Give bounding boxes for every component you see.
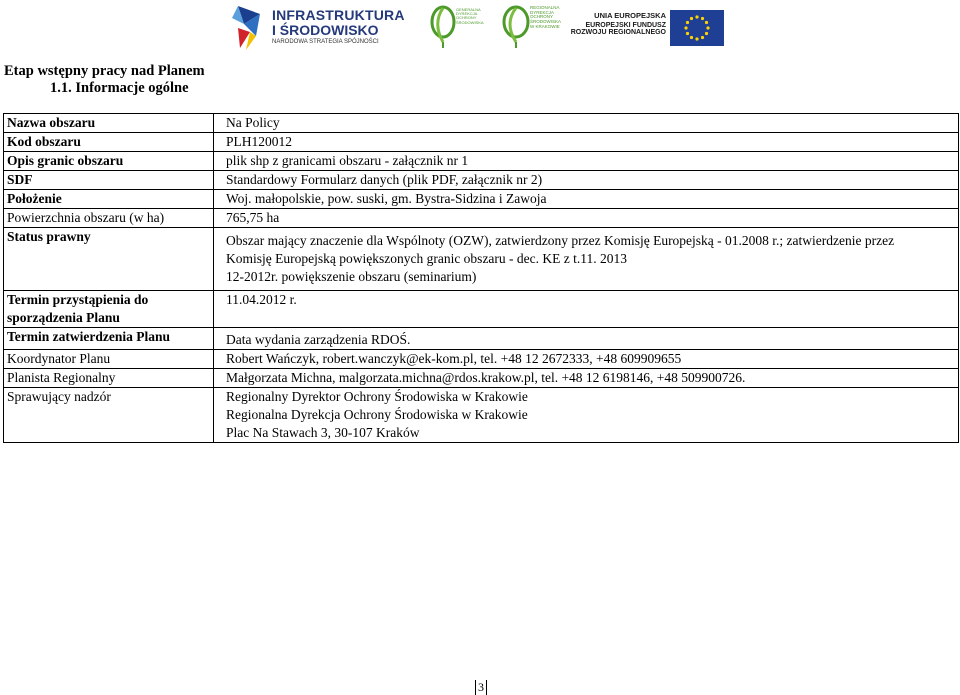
row-key-koordynator: Koordynator Planu [4,350,214,369]
row-value-kod: PLH120012 [214,133,959,152]
page-number: 3 [475,680,487,695]
eu-line3: ROZWOJU REGIONALNEGO [570,29,666,37]
table-row [4,328,959,350]
row-value-planista: Małgorzata Michna, malgorzata.michna@rdos.krakow.pl, tel. +48 12 6198146, +48 509900726. [214,369,959,388]
row-value-termin-przystapienia: 11.04.2012 r. [214,291,959,328]
row-value-nadzor [214,388,959,443]
row-key-planista: Planista Regionalny [4,369,214,388]
infrastruktura-line2: I ŚRODOWISKO [272,21,379,38]
status-line1: Obszar mający znaczenie dla Wspólnoty (OZW), zatwierdzony przez Komisję Europejską - 01.2008 r.; zatwierdzenie przez [226,233,895,248]
row-value-nazwa: Na Policy [214,114,959,133]
rdos-text: REGIONALNA DYREKCJA OCHRONY ŚRODOWISKA W KRAKOWIE [530,5,561,29]
nadzor-line1: Regionalny Dyrektor Ochrony Środowiska w Krakowie [226,389,528,404]
table-row [4,350,959,369]
table-row [4,133,959,152]
gdos-text: GENERALNA DYREKCJA OCHRONY ŚRODOWISKA [456,7,484,25]
row-key-powierzchnia: Powierzchnia obszaru (w ha) [4,209,214,228]
table-row [4,190,959,209]
eu-logo [570,8,730,48]
row-value-koordynator: Robert Wańczyk, robert.wanczyk@ek-kom.pl, tel. +48 12 2672333, +48 609909655 [214,350,959,369]
infrastruktura-line3: NARODOWA STRATEGIA SPÓJNOŚCI [272,39,379,46]
table-row [4,291,959,328]
table-row [4,209,959,228]
general-info-table [3,113,959,443]
row-key-nazwa: Nazwa obszaru [4,114,214,133]
row-key-termin-zatwierdzenia: Termin zatwierdzenia Planu [4,328,214,350]
nadzor-line3: Plac Na Stawach 3, 30-107 Kraków [226,425,420,440]
row-value-termin-zatwierdzenia: Data wydania zarządzenia RDOŚ. [214,328,959,350]
row-value-status [214,228,959,291]
status-line3: 12-2012r. powiększenie obszaru (seminarium) [226,269,477,284]
logo-banner [230,0,730,56]
table-row [4,228,959,291]
row-key-status: Status prawny [4,228,214,291]
eu-flag-icon [670,10,724,46]
row-value-opis: plik shp z granicami obszaru - załącznik nr 1 [214,152,959,171]
leaf-emblem-icon [502,4,530,48]
gdos-logo [430,4,490,54]
leaf-emblem-icon [430,4,456,48]
row-key-sdf: SDF [4,171,214,190]
row-value-polozenie: Woj. małopolskie, pow. suski, gm. Bystra-Sidzina i Zawoja [214,190,959,209]
status-line2: Komisję Europejską powiększonych granic obszaru - dec. KE z t.11. 2013 [226,251,628,266]
nadzor-line2: Regionalna Dyrekcja Ochrony Środowiska w Krakowie [226,407,528,422]
row-key-opis: Opis granic obszaru [4,152,214,171]
heading-line1: Etap wstępny pracy nad Planem [4,63,205,79]
row-key-polozenie: Położenie [4,190,214,209]
infrastruktura-logo [230,2,405,54]
termin-przystapienia-line2: sporządzenia Planu [7,310,120,325]
termin-przystapienia-line1: Termin przystąpienia do [7,292,149,307]
row-value-powierzchnia: 765,75 ha [214,209,959,228]
row-value-sdf: Standardowy Formularz danych (plik PDF, załącznik nr 2) [214,171,959,190]
row-key-kod: Kod obszaru [4,133,214,152]
table-row [4,369,959,388]
row-key-nadzor: Sprawujący nadzór [4,388,214,443]
infrastruktura-line1: INFRASTRUKTURA [272,7,405,23]
rdos-logo [502,4,568,54]
infrastruktura-emblem-icon [230,2,266,52]
table-row [4,388,959,443]
eu-line1: UNIA EUROPEJSKA [594,11,666,20]
eu-line2: EUROPEJSKI FUNDUSZ [585,21,666,29]
table-row [4,152,959,171]
section-heading [4,63,205,97]
table-row [4,171,959,190]
row-key-termin-przystapienia [4,291,214,328]
table-row [4,114,959,133]
heading-line2: 1.1. Informacje ogólne [50,80,189,96]
